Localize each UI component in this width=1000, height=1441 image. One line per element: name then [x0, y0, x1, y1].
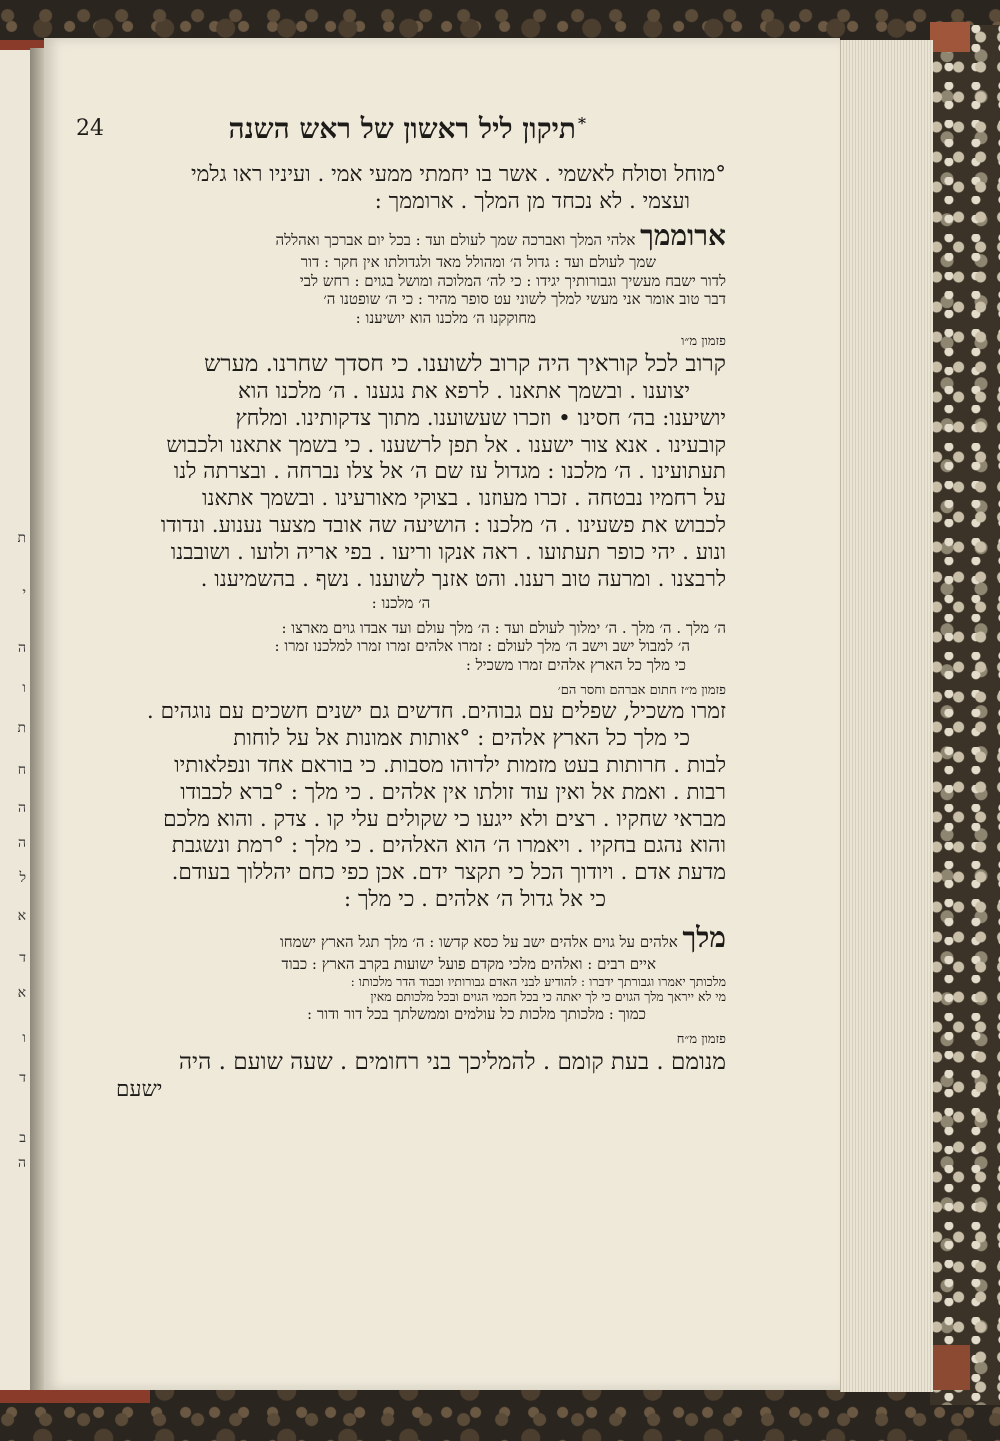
text-line: תעתועינו . ה׳ מלכנו : מגדול עז שם ה׳ אל צלו נברחה . ובצרתה לנו — [173, 459, 726, 485]
left-page-fragment: י — [22, 585, 26, 601]
left-page-fragment: ח — [17, 762, 26, 778]
text-line: מחוקקנו ה׳ מלכנו הוא יושיענו : — [355, 309, 536, 327]
text-line: והוא נהגם בחקיו . ויאמרו ה׳ הוא האלהים . כי מלך : °רמת ונשגבת — [171, 833, 726, 859]
text-line: יצוענו . ובשמך אתאנו . לרפא את נגענו . ה׳ מלכנו הוא — [238, 378, 690, 404]
leather-corner-top — [930, 22, 970, 52]
left-page-fragment: ת — [17, 530, 26, 546]
left-page-fragment: ה — [17, 640, 26, 656]
left-page-fragment: ד — [19, 950, 26, 966]
left-page-fragment: ה — [17, 800, 26, 816]
header-mark: * — [578, 114, 586, 133]
text-line: קרוב לכל קוראיך היה קרוב לשוענו. כי חסדך שחרנו. מערש — [204, 351, 726, 377]
text-line: כי אל גדול ה׳ אלהים . כי מלך : — [343, 887, 606, 913]
text-line: לדור ישבח מעשיך וגבורותיך יגידו : כי לה׳ המלוכה ומושל בגוים : רחש לבי — [299, 271, 726, 290]
left-page-sliver — [0, 50, 31, 1390]
text-line: איים רבים : ואלהים מלכי מקדם פועל ישועות בקרב הארץ : כבוד — [281, 955, 656, 973]
left-page-fragment: א — [17, 985, 26, 1001]
text-line: כי מלך כל הארץ אלהים : °אותות אמונות אל על לוחות — [233, 725, 690, 751]
text-line: מנומם . בעת קומם . להמליכך בני רחומים . שעה שועם . היה — [178, 1049, 726, 1075]
text-line: ה׳ מלכנו : — [371, 593, 431, 612]
text-line: לכבוש את פשעינו . ה׳ מלכנו : הושיעה שה אובד מצער נענוע. ונדודו — [160, 513, 726, 539]
drop-word: מלך — [682, 921, 726, 954]
left-page-fragment: ה — [17, 835, 26, 851]
text-line: מלכותך יאמרו וגבורתך ידברו : להודיע לבני האדם גבורותיו וכבוד הדר מלכותו : — [350, 973, 726, 989]
catchword: ישעם — [116, 1076, 163, 1102]
left-page-fragment: ה — [17, 1155, 26, 1171]
text-line: כי מלך כל הארץ אלהים זמרו משכיל : — [465, 656, 686, 674]
left-page-fragment: ת — [17, 720, 26, 736]
running-title: תיקון ליל ראשון של ראש השנה — [228, 112, 576, 145]
left-page-fragment: ו — [22, 680, 26, 696]
text-line: ה׳ למבול ישב וישב ה׳ מלך לעולם : זמרו אלהים זמרו זמרו למלכנו זמרו : — [274, 637, 690, 656]
section-label: פזמון מ״ו — [681, 333, 726, 349]
section-label: פזמון מ״ז חתום אברהם וחסר הם׳ — [557, 682, 726, 698]
left-page-fragment: ד — [19, 1070, 26, 1086]
text-line: מי לא ייראך מלך הגוים כי לך יאתה כי בכל חכמי הגוים ובכל מלכותם מאין — [370, 989, 726, 1005]
text-line: מדעת אדם . ויודוך הכל כי תקצר ידם. אכן כפי כחם יהללוך בעודם. — [171, 860, 726, 886]
text-line: זמרו משכיל, שפלים עם גבוהים. חדשים גם ישנים חשכים עם נוגהים . — [146, 699, 726, 724]
text-line: קובעינו . אנא צור ישענו . אל תפן לרשענו . כי בשמך אתאנו ולכבוש — [166, 432, 726, 458]
left-page-fragment: ו — [22, 1030, 26, 1046]
text-line: שמך לעולם ועד : גדול ה׳ ומהולל מאד ולגדולתו אין חקר : דור — [300, 252, 656, 271]
page-header — [76, 112, 726, 156]
section-label: פזמון מ״ח — [676, 1031, 726, 1047]
text-line: ונוע . יהי כופר תעתועו . ראה אנקו וריעו . בפי אריה ולועו . ושובבנו — [170, 540, 726, 565]
left-page-fragment: א — [17, 908, 26, 924]
text-line: דבר טוב אומר אני מעשי למלך לשוני עט סופר מהיר : כי ה׳ שופטנו ה׳ — [323, 290, 726, 309]
text-line: מבראי שחקיו . רצים ולא ייגעו כי שקולים עלי קו . צדק . והוא מלכם — [163, 806, 726, 832]
page-number: 24 — [76, 116, 104, 141]
text-line: °מוחל וסולח לאשמי . אשר בו יחמתי ממעי אמי . ועיניו ראו גלמי — [191, 162, 726, 187]
text-line: ועצמי . לא נכחד מן המלך . ארוממך : — [374, 188, 690, 214]
text-line: ארוממך אלהי המלך ואברכה שמך לעולם ועד : בכל יום אברכך ואהללה — [275, 218, 726, 252]
left-page-fragment: ב — [19, 1130, 26, 1146]
text-line: רבות . ואמת אל ואין עוד זולתו אין אלהים . כי מלך : °ברא לכבודו — [180, 779, 726, 805]
text-line: יושיענו: בה׳ חסינו • וזכרו שעשוענו. מתוך צדקותינו. ומלחץ — [235, 405, 726, 431]
text-line: כמוך : מלכותך מלכות כל עולמים וממשלתך בכל דור ודור : — [307, 1005, 646, 1023]
drop-word: ארוממך — [640, 218, 726, 252]
leather-corner-bottom — [930, 1345, 970, 1390]
text-line: על רחמיו נבטחה . זכרו מעוזנו . בצוקי מאורעינו . ובשמך אתאנו — [201, 486, 726, 512]
text-line: מלך אלהים על גוים אלהים ישב על כסא קדשו : ה׳ מלך תגל הארץ ישמחו — [279, 921, 726, 954]
text-line: לרבצנו . ומרעה טוב רענו. והט אזנך לשוענו . נשף . בהשמיענו . — [200, 566, 726, 592]
left-page-fragment: ל — [19, 870, 26, 886]
text-line: לבות . חרותות בעט מזמות ילדוהו מסבות. כי בוראם אחד ונפלאותיו — [174, 752, 726, 778]
page-block-edges — [840, 40, 933, 1392]
marbled-board-edge — [930, 25, 1000, 1405]
text-line: ה׳ מלך . ה׳ מלך . ה׳ ימלוך לעולם ועד : ה׳ מלך עולם ועד אבדו גוים מארצו : — [281, 618, 726, 637]
page-text — [76, 162, 726, 1104]
